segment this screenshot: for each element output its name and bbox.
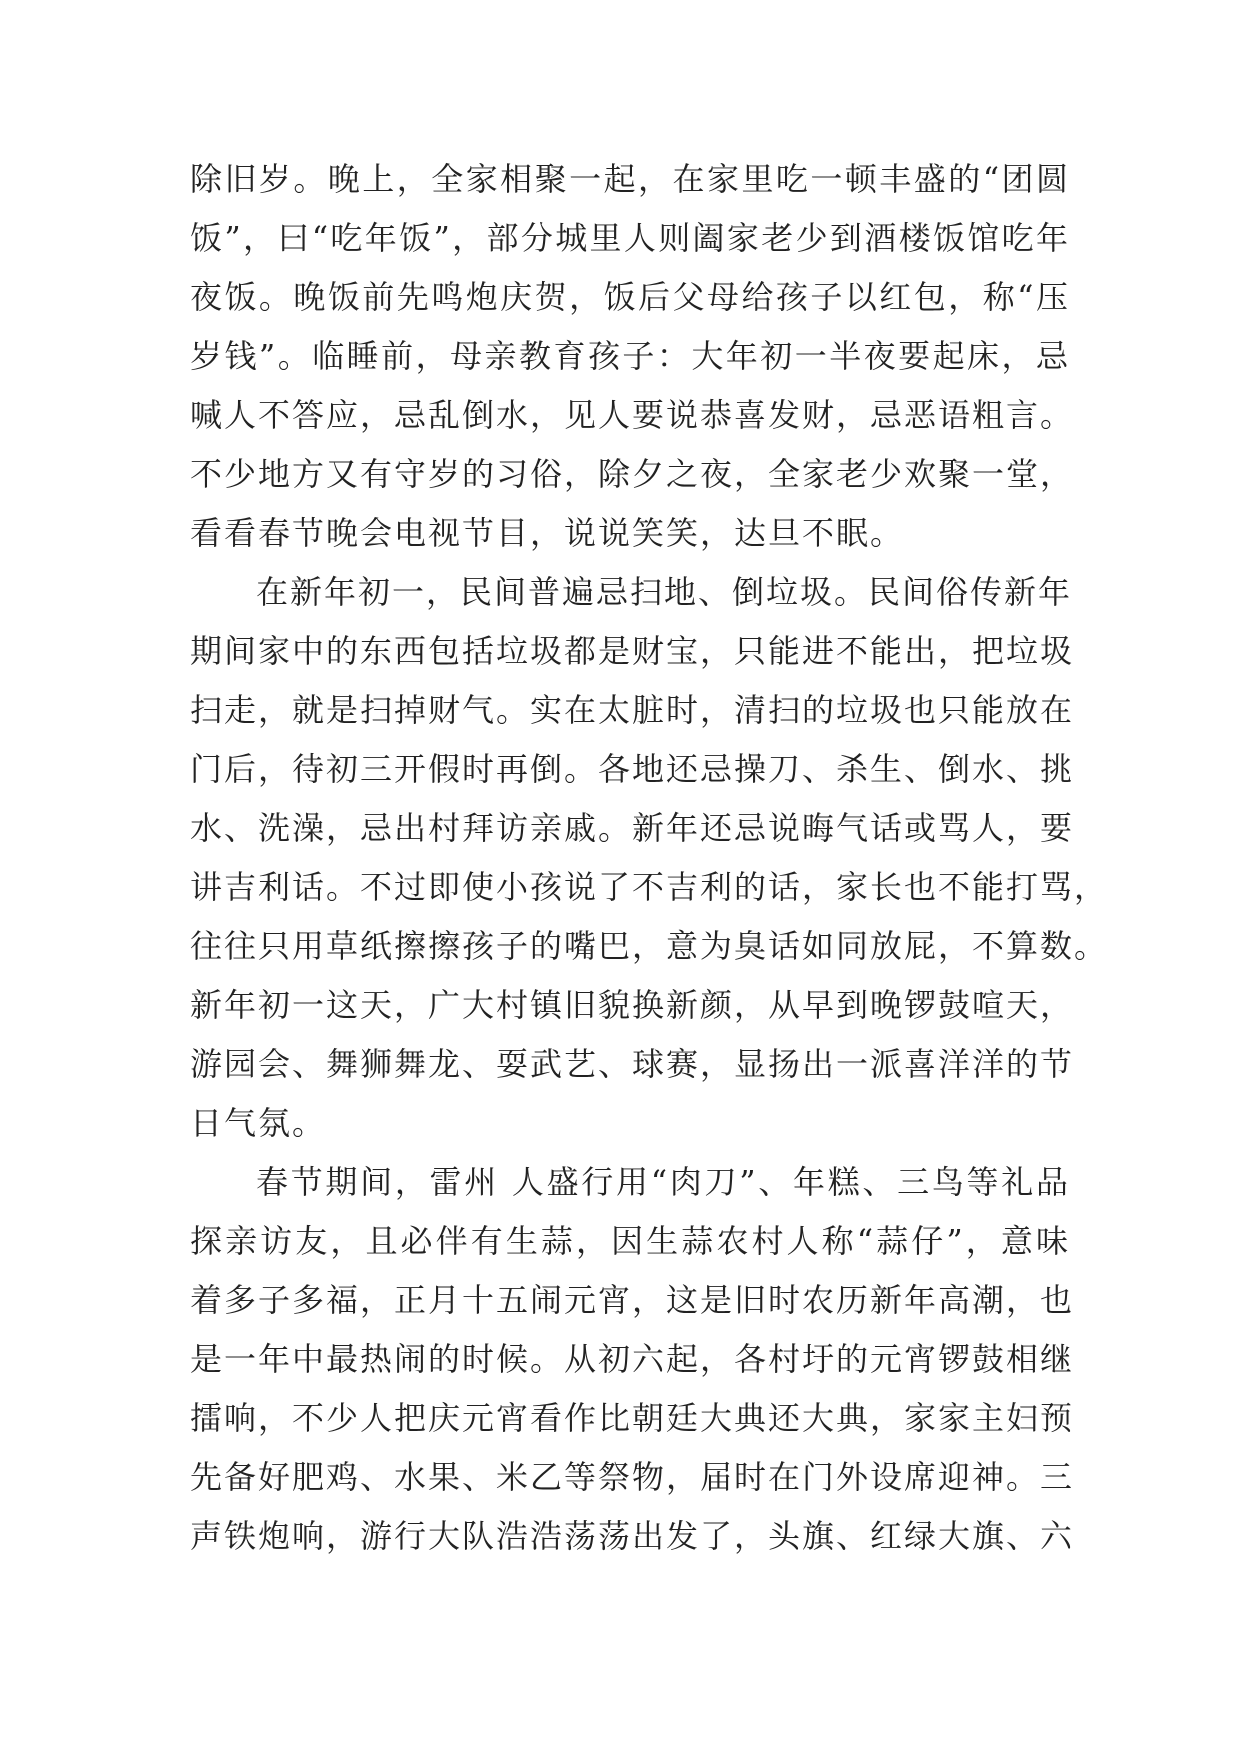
text-line: 不少地方又有守岁的习俗，除夕之夜，全家老少欢聚一堂， [190,455,1075,493]
text-line: 期间家中的东西包括垃圾都是财宝，只能进不能出，把垃圾 [190,632,1075,670]
text-line: 声铁炮响，游行大队浩浩荡荡出发了，头旗、红绿大旗、六 [190,1517,1075,1555]
text-line: 着多子多福，正月十五闹元宵，这是旧时农历新年高潮，也 [190,1281,1075,1319]
text-line: 新年初一这天，广大村镇旧貌换新颜，从早到晚锣鼓喧天， [190,986,1075,1024]
text-line: 看看春节晚会电视节目，说说笑笑，达旦不眠。 [190,514,905,552]
text-line: 水、洗澡，忌出村拜访亲戚。新年还忌说晦气话或骂人，要 [190,809,1075,847]
text-line: 探亲访友，且必伴有生蒜，因生蒜农村人称“蒜仔”，意味 [190,1222,1070,1260]
paragraph-3 [190,1153,1075,1566]
text-line: 讲吉利话。不过即使小孩说了不吉利的话，家长也不能打骂， [190,868,1109,906]
text-line: 喊人不答应，忌乱倒水，见人要说恭喜发财，忌恶语粗言。 [190,396,1075,434]
text-line: 是一年中最热闹的时候。从初六起，各村圩的元宵锣鼓相继 [190,1340,1075,1378]
text-line: 除旧岁。晚上，全家相聚一起，在家里吃一顿丰盛的“团圆 [190,160,1070,198]
paragraph-2 [190,563,1109,1153]
text-line: 饭”，曰“吃年饭”，部分城里人则阖家老少到酒楼饭馆吃年 [190,219,1070,257]
text-line: 扫走，就是扫掉财气。实在太脏时，清扫的垃圾也只能放在 [190,691,1075,729]
text-line: 往往只用草纸擦擦孩子的嘴巴，意为臭话如同放屁，不算数。 [190,927,1109,965]
text-line: 春节期间，雷州 人盛行用“肉刀”、年糕、三鸟等礼品 [256,1163,1070,1201]
paragraph-1 [190,150,1075,563]
text-line: 游园会、舞狮舞龙、耍武艺、球赛，显扬出一派喜洋洋的节 [190,1045,1075,1083]
text-line: 门后，待初三开假时再倒。各地还忌操刀、杀生、倒水、挑 [190,750,1075,788]
text-line: 夜饭。晚饭前先鸣炮庆贺，饭后父母给孩子以红包，称“压 [190,278,1070,316]
text-line: 日气氛。 [190,1104,327,1142]
body-text [190,150,1109,1566]
text-line: 擂响，不少人把庆元宵看作比朝廷大典还大典，家家主妇预 [190,1399,1075,1437]
text-line: 先备好肥鸡、水果、米乙等祭物，届时在门外设席迎神。三 [190,1458,1075,1496]
text-line: 岁钱”。临睡前，母亲教育孩子：大年初一半夜要起床，忌 [190,337,1070,375]
text-line: 在新年初一，民间普遍忌扫地、倒垃圾。民间俗传新年 [256,573,1073,611]
